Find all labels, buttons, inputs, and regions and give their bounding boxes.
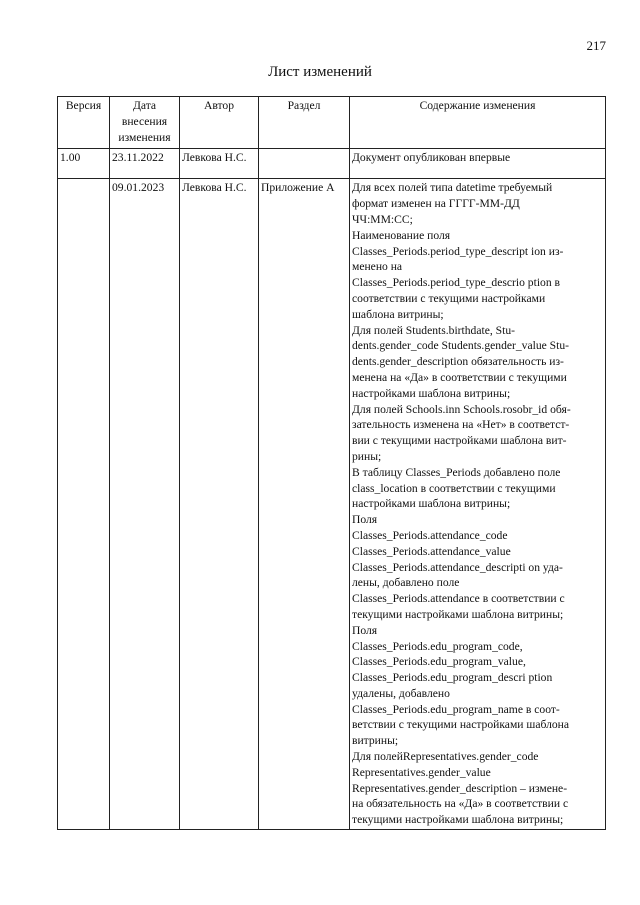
content-line: Поля [352,623,378,637]
content-line: class_location в соответствии с текущими [352,481,556,495]
content-line: зательность изменена на «Нет» в соответст- [352,418,570,432]
content-line: Classes_Periods.edu_program_value, [352,655,526,669]
page-number: 217 [586,38,606,53]
content-line: витрины; [352,734,399,748]
content-line: менена на «Да» в соответствии с текущими [352,370,567,384]
content-line: Classes_Periods.edu_program_code, [352,639,523,653]
content-line: лены, добавлено поле [352,576,460,590]
cell-version: 1.00 [58,149,110,179]
content-line: Classes_Periods.edu_program_descri ption [352,671,553,685]
content-line: рины; [352,449,382,463]
header-author: Автор [180,97,259,149]
content-line: ЧЧ:ММ:СС; [352,212,413,226]
content-line: формат изменен на ГГГГ-ММ-ДД [352,197,520,211]
content-line: Classes_Periods.attendance_code [352,528,508,542]
header-content: Содержание изменения [350,97,606,149]
content-line: Classes_Periods.attendance_value [352,544,511,558]
cell-content [350,149,606,179]
content-line: Поля [352,513,378,527]
table-row [58,149,606,179]
table-header-row [58,97,606,149]
content-line: Для полей Schools.inn Schools.rosobr_id обя- [352,402,571,416]
header-section: Раздел [259,97,350,149]
content-line: настройками шаблона витрины; [352,386,511,400]
header-date-line: внесения [121,114,168,128]
content-line: соответствии с текущими настройками [352,291,546,305]
content-line: Classes_Periods.attendance в соответствии с [352,592,565,606]
cell-section [259,149,350,179]
content-line: Для полей Students.birthdate, Stu- [352,323,515,337]
content-line: Classes_Periods.attendance_descripti on уда- [352,560,563,574]
content-line: текущими настройками шаблона витрины; [352,813,564,827]
cell-date: 23.11.2022 [110,149,180,179]
content-line: Документ опубликован впервые [352,151,511,165]
content-line: менено на [352,260,403,274]
content-line: Classes_Periods.period_type_descrio ption в [352,276,561,290]
content-line: dents.gender_code Students.gender_value Stu- [352,339,570,353]
cell-author: Левкова Н.С. [180,179,259,830]
content-line: удалены, добавлено [352,686,450,700]
content-line: Для полейRepresentatives.gender_code [352,750,539,764]
content-line: В таблицу Classes_Periods добавлено поле [352,465,561,479]
change-log-table [57,96,606,830]
header-version: Версия [58,97,110,149]
content-line: Для всех полей типа datetime требуемый [352,181,553,195]
content-line: вии с текущими настройками шаблона вит- [352,434,567,448]
header-date-line: Дата [132,99,157,112]
cell-version [58,179,110,830]
header-date-line: изменения [118,130,171,144]
content-line: Наименование поля [352,228,451,242]
header-date [110,97,180,149]
content-line: Classes_Periods.period_type_descript ion из- [352,244,564,258]
document-title: Лист изменений [268,64,372,80]
content-line: ветствии с текущими настройками шаблона [352,718,570,732]
content-line: dents.gender_description обязательность из- [352,355,564,369]
content-line: Representatives.gender_value [352,765,491,779]
content-line: настройками шаблона витрины; [352,497,511,511]
content-line: шаблона витрины; [352,307,444,321]
cell-section: Приложение А [259,179,350,830]
content-line: текущими настройками шаблона витрины; [352,607,564,621]
cell-author: Левкова Н.С. [180,149,259,179]
cell-date: 09.01.2023 [110,179,180,830]
table-row [58,179,606,830]
cell-content [350,179,606,830]
content-line: Representatives.gender_description – измене- [352,781,568,795]
content-line: Classes_Periods.edu_program_name в соот- [352,702,560,716]
content-line: на обязательность на «Да» в соответствии с [352,797,569,811]
